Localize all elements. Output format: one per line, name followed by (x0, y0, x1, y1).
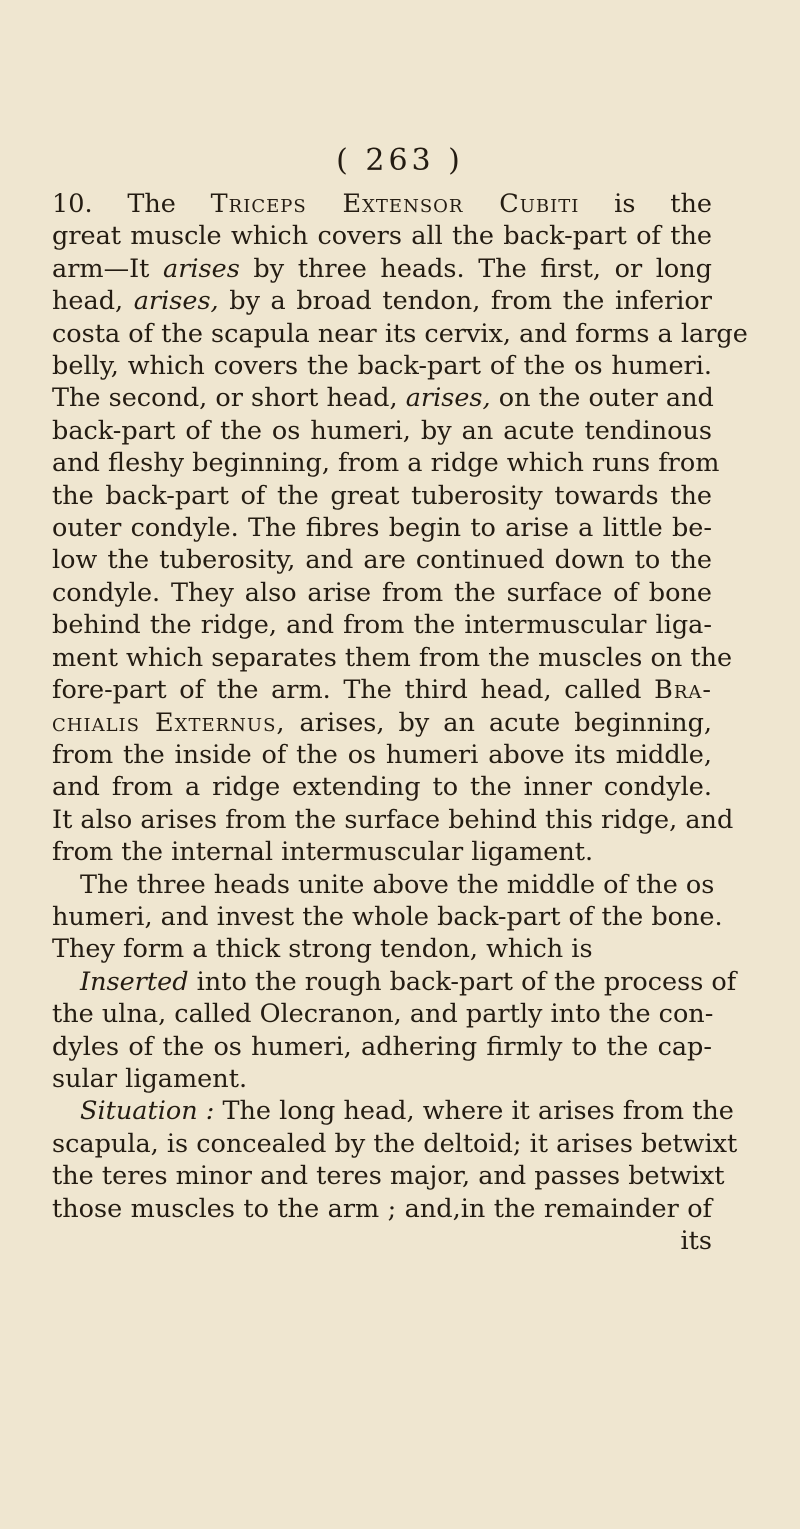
page-number: ( 263 ) (336, 143, 464, 178)
muscle-name: Bra- (654, 675, 712, 706)
text-line: The second, or short head, arises, on the outer and (52, 383, 714, 414)
text-line: head, arises, by a broad tendon, from the inferior (52, 286, 712, 317)
text-line: The three heads unite above the middle of the os (80, 869, 715, 900)
text-line: from the inside of the os humeri above its middle, (52, 739, 712, 770)
text-line: the teres minor and teres major, and passes betwixt (52, 1161, 725, 1192)
section-heading: Situation : (80, 1096, 215, 1127)
text-line: and from a ridge extending to the inner condyle. (52, 772, 712, 803)
text-line: outer condyle. The fibres begin to arise a little be- (52, 513, 712, 544)
text-line: dyles of the os humeri, adhering firmly to the cap- (52, 1031, 712, 1062)
text-line: scapula, is concealed by the deltoid; it arises betwixt (52, 1128, 738, 1159)
text-line: low the tuberosity, and are continued down to the (52, 545, 712, 576)
text-line: They form a thick strong tendon, which is (52, 934, 593, 965)
muscle-name: chialis Externus, (52, 707, 286, 738)
text-line: ment which separates them from the muscles on the (52, 642, 733, 673)
text-line: the back-part of the great tuberosity towards the (52, 480, 712, 511)
text-line: Situation : The long head, where it arises from the (80, 1096, 734, 1127)
text-line: those muscles to the arm ; and,in the remainder of (52, 1193, 712, 1224)
text-line: and fleshy beginning, from a ridge which runs from (52, 448, 720, 479)
text-line: sular ligament. (52, 1063, 248, 1094)
text-line: great muscle which covers all the back-part of the (52, 221, 712, 252)
text-line: humeri, and invest the whole back-part of the bone. (52, 901, 723, 932)
text-line: the ulna, called Olecranon, and partly into the con- (52, 999, 714, 1030)
text-line: from the internal intermuscular ligament. (52, 837, 594, 868)
text-line: Inserted into the rough back-part of the process of (80, 966, 737, 997)
section-heading: Inserted (80, 966, 189, 997)
text-line: chialis Externus, arises, by an acute beginning, (52, 707, 712, 738)
body-text (52, 188, 748, 1257)
catchword: its (680, 1226, 712, 1256)
text-line: belly, which covers the back-part of the os humeri. (52, 351, 712, 382)
text-line: condyle. They also arise from the surface of bone (52, 577, 712, 608)
text-line: 10. The Triceps Extensor Cubiti is the (52, 189, 712, 219)
text-line: fore-part of the arm. The third head, called Bra- (52, 675, 712, 706)
text-line: costa of the scapula near its cervix, and forms a large (52, 318, 748, 349)
text-line: arm—It arises by three heads. The first, or long (52, 253, 712, 284)
text-line: It also arises from the surface behind this ridge, and (52, 804, 734, 835)
text-line: back-part of the os humeri, by an acute tendinous (52, 415, 712, 446)
text-line: behind the ridge, and from the intermuscular liga- (52, 610, 712, 641)
muscle-name: Triceps Extensor Cubiti (210, 189, 580, 219)
